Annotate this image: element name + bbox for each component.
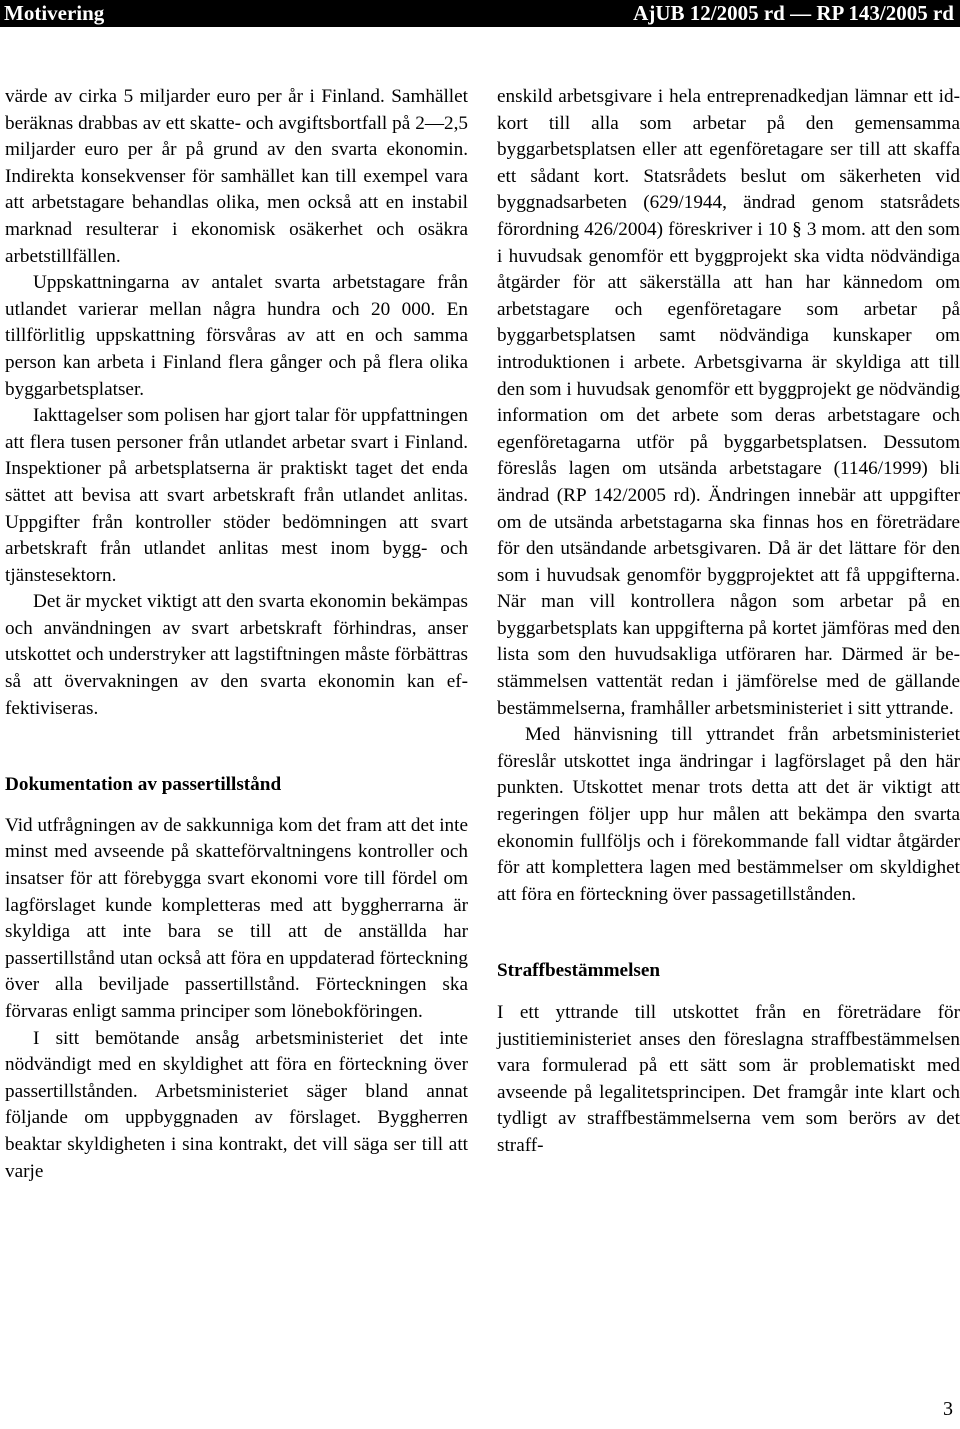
paragraph: Det är mycket viktigt att den svarta ekonomin bekämpas och användningen av svart arbetskraft förhindras, anser utskottet och understryker att lagstiftningen måste förbättras så att övervakningen av den svarta ekonomin kan effektiviseras. (5, 591, 468, 719)
paragraph: Iakttagelser som polisen har gjort talar för uppfattningen att flera tusen personer från utlandet arbetar svart i Finland. Inspektioner på arbetsplatserna är praktiskt taget det enda sättet att bevisa att svart arbetskraft från utlandet anlitas. Uppgifter från kontroller stöder bedömningen att svart arbetskraft från utlandet anlitas mest inom bygg- och tjänstesektorn. (5, 405, 468, 586)
right-column (497, 84, 960, 1160)
left-column (5, 84, 468, 1185)
paragraph: I ett yttrande till utskottet från en företrädare för justitieministeriet anses den föreslagna straffbestämmelsen vara formulerad på ett sätt som är problematiskt med avseende på legalitetsprincipen. Det framgår inte klart och tydligt av straffbestämmelserna vem som berörs av det straff- (497, 1002, 960, 1156)
section-label: Motivering (4, 1, 105, 25)
section-heading: Dokumentation av passertillstånd (5, 774, 282, 796)
page-number: 3 (943, 1398, 953, 1420)
paragraph: värde av cirka 5 miljarder euro per år i Finland. Samhället beräknas drabbas av ett skatte- och avgiftsbortfall på 2—2,5 miljarder euro per år på grund av den svarta ekonomin. Indirekta konsekvenser för samhället kan till exempel vara att arbetstagare behandlas olika, men också att en instabil marknad resulterar i ekonomisk osäkerhet och osäkra arbetstillfällen. (5, 86, 468, 267)
paragraph: I sitt bemötande ansåg arbetsministeriet det inte nödvändigt med en skyldighet att föra en förteckning över passertillstånden. Arbetsministeriet säger bland annat följande om uppbyggnaden av förslaget. Byggherren beaktar skyldigheten i sina kontrakt, det vill säga ser till att varje (5, 1027, 468, 1182)
running-header (0, 0, 960, 27)
paragraph: Uppskattningarna av antalet svarta arbetstagare från utlandet varierar mellan några hundra och 20 000. En tillförlitlig uppskattning försvåras av att en och samma person kan arbeta i Finland flera gånger och på flera olika byggarbetsplatser. (5, 272, 468, 400)
section-heading: Straffbestämmelsen (497, 960, 661, 982)
paragraph: Vid utfrågningen av de sakkunniga kom det fram att det inte minst med avseende på skatteförvaltningens kontroller och insatser för att förebygga svart ekonomi vore till fördel om lagförslaget kunde kompletteras med att byggherrarna är skyldiga att inte bara se till att de anställda har passertillstånd utan också att föra en uppdaterad förteckning över alla beviljade passertillstånd. Förteckningen ska förvaras enligt samma principer som lönebokföringen. (5, 814, 468, 1022)
paragraph: enskild arbetsgivare i hela entreprenadkedjan lämnar ett id-kort till alla som arbetar på den gemensamma byggarbetsplatsen eller att egenföretagare ser till att skaffa ett sådant kort. Statsrådets beslut om säkerheten vid byggnadsarbeten (629/1944, ändrad genom statsrådets förordning 426/2004) föreskriver i 10 § 3 mom. att den som i huvudsak genomför ett byggprojekt ska vidta nödvändiga åtgärder för att säkerställa att han har kännedom om arbetstagare och egenföretagare som arbetar på byggarbetsplatsen samt nödvändiga kunskaper om introduktionen i arbete. Arbetsgivarna är skyldiga att till den som i huvudsak genomför ett byggprojekt ge nödvändig information om det arbete som deras arbetstagare och egenföretagarna utför på byggarbetsplatsen. Dessutom föreslås lagen om utsända arbetstagare (1146/1999) bli ändrad (RP 142/2005 rd). Ändringen innebär att uppgifter om de utsända arbetstagarna ska finnas hos en företrädare för den utsändande arbetsgivaren. Då är det lättare för den som i huvudsak genomför byggprojektet att få uppgifterna. När man vill kontrollera någon som arbetar på en byggarbetsplats kan uppgifterna på kortet jämföras med den lista som den huvudsakliga utföraren har. Därmed är bestämmelsen vattentät redan i jämförelse med de gällande bestämmelserna, framhåller arbetsministeriet i sitt yttrande. (497, 86, 960, 719)
document-reference: AjUB 12/2005 rd — RP 143/2005 rd (633, 1, 954, 25)
paragraph: Med hänvisning till yttrandet från arbetsministeriet föreslår utskottet inga ändringar i lagförslaget på den här punkten. Utskottet menar trots detta att det är viktigt att regeringen följer upp hur målen att bekämpa den svarta ekonomin fullföljs och i förekommande fall vidtar åtgärder för att komplettera lagen med bestämmelser om skyldighet att föra en förteckning över passagetillstånden. (497, 724, 960, 905)
